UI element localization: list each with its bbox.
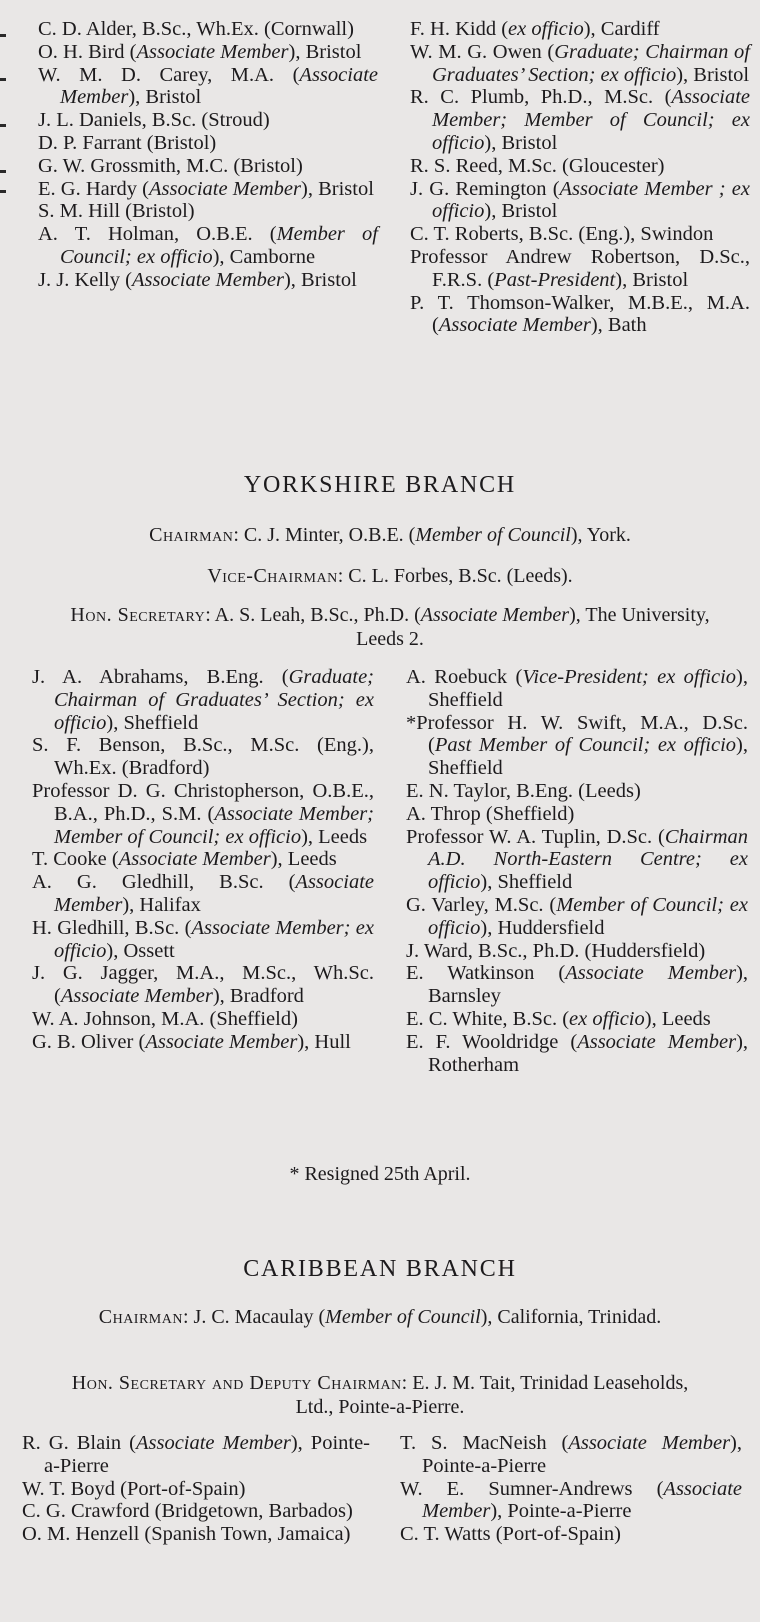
italic-text: Associate Member bbox=[131, 268, 284, 291]
text-run: R. G. Blain ( bbox=[22, 1432, 136, 1454]
caribbean-member-list bbox=[22, 1432, 760, 1546]
italic-text: Member of Council bbox=[415, 524, 571, 546]
member-entry bbox=[410, 246, 750, 292]
text-run: Professor W. A. Tuplin, D.Sc. ( bbox=[406, 825, 665, 848]
caribbean-right-column bbox=[400, 1432, 742, 1546]
text-run: *Professor H. W. Swift, M.A., D.Sc. ( bbox=[406, 711, 748, 757]
yorkshire-left-column bbox=[32, 666, 374, 1076]
text-run: C. D. Alder, B.Sc., Wh.Ex. (Cornwall) bbox=[38, 18, 354, 40]
text-run: : A. S. Leah, B.Sc., Ph.D. ( bbox=[205, 604, 421, 626]
text-run: J. Ward, B.Sc., Ph.D. (Huddersfield) bbox=[406, 939, 706, 962]
text-run: ), Leeds bbox=[301, 825, 368, 848]
italic-text: Vice-President; ex officio bbox=[522, 666, 737, 688]
text-run: W. E. Sumner-Andrews ( bbox=[400, 1477, 664, 1500]
member-entry bbox=[32, 848, 374, 871]
text-run: Professor Andrew Robertson, D.Sc., F.R.S. ( bbox=[410, 245, 750, 291]
text-run: : E. J. M. Tait, Trinidad Leaseholds, Ltd., Pointe-a-Pierre. bbox=[295, 1372, 689, 1418]
member-entry bbox=[32, 917, 374, 963]
text-run: : J. C. Macaulay ( bbox=[182, 1306, 326, 1328]
text-run: T. Cooke ( bbox=[32, 848, 119, 871]
text-run: ), Leeds bbox=[644, 1007, 711, 1030]
member-entry bbox=[406, 826, 748, 894]
margin-mark bbox=[0, 78, 6, 81]
text-run: ), Halifax bbox=[122, 893, 201, 916]
text-run: J. J. Kelly ( bbox=[38, 268, 132, 291]
text-run: ), Sheffield bbox=[428, 666, 748, 711]
member-entry bbox=[38, 155, 378, 178]
member-entry bbox=[410, 178, 750, 224]
text-run: S. M. Hill (Bristol) bbox=[38, 200, 195, 223]
text-run: ), Ossett bbox=[106, 939, 175, 962]
text-run: G. Varley, M.Sc. ( bbox=[406, 893, 557, 916]
text-run: ), Bristol bbox=[615, 268, 689, 291]
italic-text: Past-President bbox=[494, 268, 616, 291]
italic-text: Associate Member ; ex officio bbox=[432, 177, 750, 223]
text-run: ), Hull bbox=[297, 1030, 351, 1053]
text-run: G. B. Oliver ( bbox=[32, 1030, 146, 1053]
text-run: J. G. Jagger, M.A., M.Sc., Wh.Sc. ( bbox=[32, 962, 374, 1008]
member-entry bbox=[38, 132, 378, 155]
text-run: J. L. Daniels, B.Sc. (Stroud) bbox=[38, 109, 270, 132]
italic-text: Associate Member bbox=[149, 177, 302, 200]
top-left-column bbox=[38, 18, 378, 337]
italic-text: Associate Member bbox=[438, 314, 591, 337]
member-entry bbox=[38, 178, 378, 201]
text-run: ), Bristol bbox=[128, 86, 202, 109]
member-entry bbox=[410, 18, 750, 41]
text-run: ), Sheffield bbox=[480, 871, 573, 894]
italic-text: Associate Member bbox=[60, 985, 213, 1008]
text-run: ), Cardiff bbox=[583, 18, 660, 40]
text-run: O. M. Henzell (Spanish Town, Jamaica) bbox=[22, 1523, 351, 1546]
text-run: ), Bristol bbox=[484, 131, 558, 154]
text-run: C. T. Roberts, B.Sc. (Eng.), Swindon bbox=[410, 223, 714, 246]
text-run: ), Sheffield bbox=[428, 734, 748, 780]
yorkshire-member-list bbox=[32, 666, 760, 1076]
text-run: E. G. Hardy ( bbox=[38, 177, 150, 200]
text-run: R. S. Reed, M.Sc. (Gloucester) bbox=[410, 154, 665, 177]
text-run: ), The University, Leeds 2. bbox=[356, 604, 710, 650]
italic-text: Associate Member bbox=[422, 1477, 742, 1523]
member-entry bbox=[410, 292, 750, 338]
margin-mark bbox=[0, 170, 6, 173]
italic-text: Associate Member bbox=[420, 604, 570, 626]
member-entry bbox=[406, 666, 748, 712]
yorkshire-chairman bbox=[70, 523, 710, 547]
text-run: ), Sheffield bbox=[106, 711, 199, 734]
text-run: ), Pointe-a-Pierre bbox=[422, 1432, 742, 1477]
officer-title: Chairman bbox=[149, 524, 234, 546]
text-run: T. S. MacNeish ( bbox=[400, 1432, 569, 1454]
member-entry bbox=[22, 1500, 370, 1523]
member-entry bbox=[38, 109, 378, 132]
member-entry bbox=[410, 223, 750, 246]
text-run: R. C. Plumb, Ph.D., M.Sc. ( bbox=[410, 86, 672, 109]
text-run: J. A. Abrahams, B.Eng. ( bbox=[32, 666, 289, 688]
italic-text: Associate Member bbox=[54, 871, 374, 916]
text-run: A. Roebuck ( bbox=[406, 666, 523, 688]
member-entry bbox=[38, 18, 378, 41]
italic-text: Associate Member bbox=[60, 63, 378, 109]
text-run: S. F. Benson, B.Sc., M.Sc. (Eng.), Wh.Ex. (Bradford) bbox=[32, 734, 374, 780]
caribbean-left-column bbox=[22, 1432, 370, 1546]
top-member-list bbox=[38, 18, 760, 337]
member-entry bbox=[32, 666, 374, 734]
italic-text: Associate Member bbox=[118, 848, 271, 871]
member-entry bbox=[406, 1031, 748, 1077]
margin-mark bbox=[0, 124, 6, 127]
text-run: ), Bath bbox=[590, 314, 647, 337]
text-run: : C. J. Minter, O.B.E. ( bbox=[233, 524, 416, 546]
yorkshire-secretary bbox=[55, 603, 725, 651]
text-run: ), Pointe-a-Pierre bbox=[44, 1432, 371, 1477]
italic-text: Associate Member bbox=[136, 40, 289, 63]
text-run: ), Camborne bbox=[212, 245, 316, 268]
text-run: W. A. Johnson, M.A. (Sheffield) bbox=[32, 1007, 298, 1030]
member-entry bbox=[32, 1008, 374, 1031]
text-run: E. Watkinson ( bbox=[406, 962, 566, 985]
italic-text: Member of Council; ex officio bbox=[60, 223, 378, 268]
member-entry bbox=[22, 1478, 370, 1501]
yorkshire-right-column bbox=[406, 666, 748, 1076]
caribbean-heading: CARIBBEAN BRANCH bbox=[243, 1256, 517, 1282]
text-run: E. F. Wooldridge ( bbox=[406, 1030, 578, 1053]
text-run: G. W. Grossmith, M.C. (Bristol) bbox=[38, 154, 303, 177]
text-run: F. H. Kidd ( bbox=[410, 18, 509, 40]
italic-text: ex officio bbox=[569, 1007, 645, 1030]
text-run: W. M. G. Owen ( bbox=[410, 40, 555, 63]
caribbean-secretary bbox=[60, 1371, 700, 1419]
member-entry bbox=[22, 1523, 370, 1546]
top-right-column bbox=[410, 18, 750, 337]
member-entry bbox=[400, 1432, 742, 1478]
text-run: ), Bradford bbox=[212, 985, 304, 1008]
member-entry bbox=[406, 962, 748, 1008]
text-run: ), Bristol bbox=[283, 268, 357, 291]
text-run: W. M. D. Carey, M.A. ( bbox=[38, 63, 300, 86]
member-entry bbox=[406, 780, 748, 803]
text-run: A. T. Holman, O.B.E. ( bbox=[38, 223, 277, 246]
member-entry bbox=[32, 962, 374, 1008]
member-entry bbox=[38, 269, 378, 292]
member-entry bbox=[406, 803, 748, 826]
member-entry bbox=[406, 712, 748, 780]
member-entry bbox=[410, 41, 750, 87]
member-entry bbox=[32, 780, 374, 848]
italic-text: Associate Member bbox=[568, 1432, 731, 1454]
member-entry bbox=[406, 1008, 748, 1031]
member-entry bbox=[22, 1432, 370, 1478]
caribbean-chairman bbox=[60, 1305, 700, 1329]
yorkshire-heading: YORKSHIRE BRANCH bbox=[243, 472, 517, 498]
text-run: ), Bristol bbox=[301, 177, 374, 200]
member-entry bbox=[406, 940, 748, 963]
italic-text: Associate Member bbox=[135, 1432, 291, 1454]
margin-mark bbox=[0, 190, 6, 193]
text-run: E. N. Taylor, B.Eng. (Leeds) bbox=[406, 779, 641, 802]
text-run: Professor D. G. Christopherson, O.B.E., B.A., Ph.D., S.M. ( bbox=[32, 779, 374, 825]
member-entry bbox=[400, 1523, 742, 1546]
member-entry bbox=[38, 200, 378, 223]
member-entry bbox=[410, 155, 750, 178]
text-run: J. G. Remington ( bbox=[410, 177, 560, 200]
italic-text: Associate Member; ex officio bbox=[54, 916, 374, 962]
text-run: E. C. White, B.Sc. ( bbox=[406, 1007, 570, 1030]
member-entry bbox=[410, 86, 750, 154]
italic-text: Member of Council bbox=[325, 1306, 481, 1328]
italic-text: ex officio bbox=[508, 18, 584, 40]
italic-text: Associate Member bbox=[577, 1030, 737, 1053]
text-run: ), California, Trinidad. bbox=[480, 1306, 662, 1328]
member-entry bbox=[32, 1031, 374, 1054]
text-run: A. Throp (Sheffield) bbox=[406, 802, 575, 825]
text-run: ), Bristol bbox=[288, 40, 362, 63]
text-run: ), Barnsley bbox=[428, 962, 749, 1008]
italic-text: Member of Council; ex officio bbox=[428, 893, 748, 939]
italic-text: Past Member of Council; ex officio bbox=[434, 734, 737, 757]
member-entry bbox=[32, 734, 374, 780]
officer-title: Chairman bbox=[98, 1306, 183, 1328]
italic-text: Chairman A.D. North-Eastern Centre; ex officio bbox=[428, 825, 748, 894]
member-entry bbox=[32, 871, 374, 917]
member-entry bbox=[38, 41, 378, 64]
italic-text: Graduate; Chairman of Graduates’ Section; ex officio bbox=[54, 666, 374, 734]
text-run: ), Pointe-a-Pierre bbox=[490, 1500, 632, 1523]
text-run: H. Gledhill, B.Sc. ( bbox=[32, 916, 192, 939]
text-run: ), Huddersfield bbox=[480, 916, 605, 939]
text-run: D. P. Farrant (Bristol) bbox=[38, 131, 217, 154]
margin-mark bbox=[0, 34, 6, 37]
text-run: : C. L. Forbes, B.Sc. (Leeds). bbox=[337, 565, 573, 587]
yorkshire-footnote: * Resigned 25th April. bbox=[289, 1163, 471, 1185]
text-run: ), York. bbox=[570, 524, 631, 546]
text-run: P. T. Thomson-Walker, M.B.E., M.A. ( bbox=[410, 291, 750, 337]
italic-text: Associate Member; Member of Council; ex officio bbox=[432, 86, 750, 154]
text-run: A. G. Gledhill, B.Sc. ( bbox=[32, 871, 296, 894]
text-run: C. G. Crawford (Bridgetown, Barbados) bbox=[22, 1500, 353, 1523]
text-run: ), Bristol bbox=[484, 200, 558, 223]
member-entry bbox=[400, 1478, 742, 1524]
text-run: O. H. Bird ( bbox=[38, 40, 137, 63]
officer-title: Vice-Chairman bbox=[207, 565, 338, 587]
text-run: C. T. Watts (Port-of-Spain) bbox=[400, 1523, 621, 1546]
italic-text: Associate Member; Member of Council; ex officio bbox=[54, 802, 375, 848]
italic-text: Associate Member bbox=[565, 962, 737, 985]
officer-title: Hon. Secretary and Deputy Chairman bbox=[71, 1372, 402, 1394]
member-entry bbox=[38, 64, 378, 110]
text-run: ), Leeds bbox=[270, 848, 337, 871]
officer-title: Hon. Secretary bbox=[70, 604, 206, 626]
text-run: ), Rotherham bbox=[428, 1030, 749, 1076]
yorkshire-vice-chairman bbox=[70, 564, 710, 588]
italic-text: Associate Member bbox=[145, 1030, 298, 1053]
italic-text: Graduate; Chairman of Graduates’ Section; ex officio bbox=[432, 40, 750, 86]
text-run: ), Bristol bbox=[676, 63, 750, 86]
text-run: W. T. Boyd (Port-of-Spain) bbox=[22, 1477, 246, 1500]
member-entry bbox=[406, 894, 748, 940]
member-entry bbox=[38, 223, 378, 269]
